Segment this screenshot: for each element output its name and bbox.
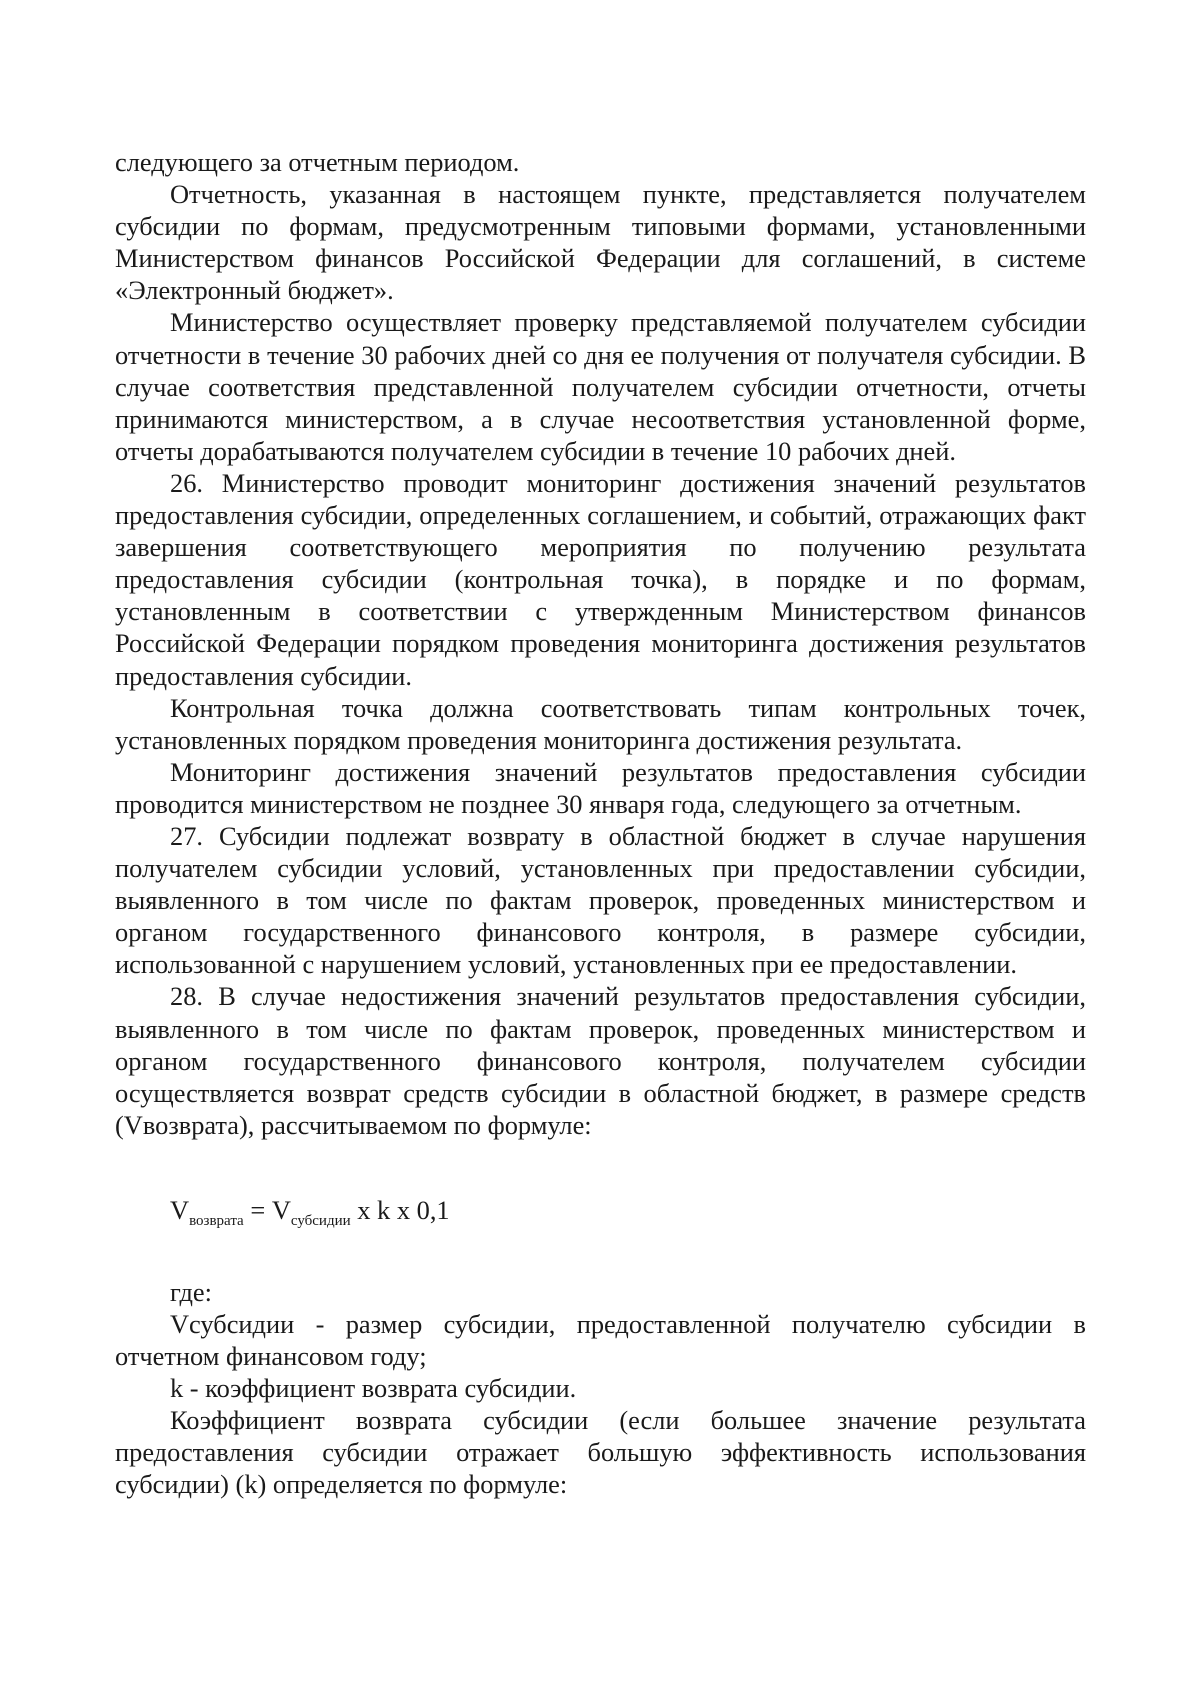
paragraph-item-26: 26. Министерство проводит мониторинг достижения значений результатов предоставления субсидии, определенных соглашением, и событий, отражающих факт завершения соответствующего мероприятия по получению результата предоставления субсидии (контрольная точка), в порядке и по формам, установленным в соответствии с утвержденным Министерством финансов Российской Федерации порядком проведения мониторинга достижения результатов предоставления субсидии. xyxy=(115,467,1086,691)
paragraph-k-definition: k - коэффициент возврата субсидии. xyxy=(170,1373,577,1404)
document-page xyxy=(115,146,1086,1501)
formula-rhs-subscript: субсидии xyxy=(290,1212,351,1229)
formula-lhs-subscript: возврата xyxy=(189,1212,244,1229)
paragraph-coefficient-formula-intro: Коэффициент возврата субсидии (если большее значение результата предоставления субсидии отражает большую эффективность использования субсидии) (k) определяется по формуле: xyxy=(115,1405,1086,1500)
formula-rest: x k x 0,1 xyxy=(350,1194,450,1225)
refund-formula xyxy=(115,1194,1086,1229)
paragraph-monitoring-deadline: Мониторинг достижения значений результатов предоставления субсидии проводится министерством не позднее 30 января года, следующего за отчетным. xyxy=(115,756,1086,819)
paragraph-v-subsidy-definition: Vсубсидии - размер субсидии, предоставленной получателю субсидии в отчетном финансовом году; xyxy=(115,1309,1086,1372)
paragraph-control-point: Контрольная точка должна соответствовать типам контрольных точек, установленных порядком проведения мониторинга достижения результата. xyxy=(115,692,1086,755)
paragraph-item-27: 27. Субсидии подлежат возврату в областной бюджет в случае нарушения получателем субсидии условий, установленных при предоставлении субсидии, выявленного в том числе по фактам проверок, проведенных министерством и органом государственного финансового контроля, в размере субсидии, использованной с нарушением условий, установленных при ее предоставлении. xyxy=(115,820,1086,980)
formula-lhs-base: V xyxy=(170,1194,190,1225)
formula-rhs-base: V xyxy=(271,1194,291,1225)
where-label: где: xyxy=(170,1276,212,1307)
paragraph-reporting-check: Министерство осуществляет проверку представляемой получателем субсидии отчетности в течение 30 рабочих дней со дня ее получения от получателя субсидии. В случае соответствия представленной получателем субсидии отчетности, отчеты принимаются министерством, а в случае несоответствия установленной форме, отчеты дорабатываются получателем субсидии в течение 10 рабочих дней. xyxy=(115,307,1086,466)
paragraph-item-28: 28. В случае недостижения значений результатов предоставления субсидии, выявленного в том числе по фактам проверок, проведенных министерством и органом государственного финансового контроля, получателем субсидии осуществляется возврат средств субсидии в областной бюджет, в размере средств (Vвозврата), рассчитываемом по формуле: xyxy=(115,981,1086,1140)
paragraph-continuation: следующего за отчетным периодом. xyxy=(115,147,520,177)
paragraph-reporting-forms: Отчетность, указанная в настоящем пункте, представляется получателем субсидии по формам, предусмотренным типовыми формами, установленными Министерством финансов Российской Федерации для соглашений, в системе «Электронный бюджет». xyxy=(115,179,1086,306)
formula-equals: = xyxy=(243,1194,272,1225)
